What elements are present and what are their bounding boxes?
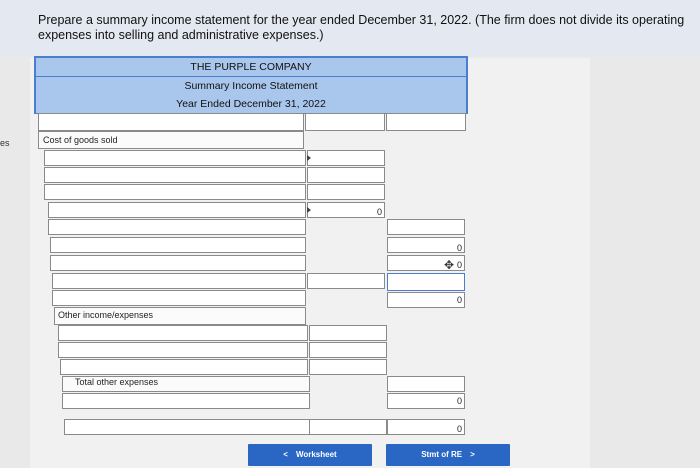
expense-label-input[interactable] [44, 184, 306, 200]
total-value: 0 [456, 260, 462, 270]
dollar-cell [309, 419, 387, 435]
side-label: es [0, 138, 10, 148]
expense-amount-input[interactable] [307, 150, 385, 166]
cogs-label: Cost of goods sold [43, 135, 118, 145]
expense-label-input[interactable] [44, 167, 306, 183]
other-amount-input[interactable] [309, 325, 387, 341]
total-other-amount-input[interactable] [387, 376, 465, 392]
next-stmt-of-re-button[interactable] [386, 444, 510, 466]
expense-label-input[interactable] [50, 255, 306, 271]
expense-amount-input[interactable] [307, 273, 385, 289]
statement-header [34, 56, 468, 114]
row-marker-icon [307, 207, 311, 213]
amount-cell-col3[interactable] [386, 113, 466, 131]
expense-label-input[interactable] [52, 273, 306, 289]
other-label-input[interactable] [58, 342, 308, 358]
chevron-left-icon: < [283, 450, 288, 459]
expense-amount-input[interactable] [307, 184, 385, 200]
move-cursor-icon: ✥ [444, 258, 455, 272]
instructions-text: Prepare a summary income statement for the year ended December 31, 2022. (The firm does not divide its operating expenses into selling and administrative expenses.) [38, 13, 685, 42]
next-button-label: Stmt of RE [421, 450, 463, 459]
other-amount-input[interactable] [309, 342, 387, 358]
other-label-input[interactable] [58, 325, 308, 341]
operating-income-value: 0 [456, 295, 462, 305]
net-income-label-input[interactable] [64, 419, 310, 435]
statement-period: Year Ended December 31, 2022 [36, 95, 466, 113]
other-income-label: Other income/expenses [58, 310, 154, 320]
expense-amount-input[interactable] [307, 167, 385, 183]
expense-label-input[interactable] [44, 150, 306, 166]
expense-label-input[interactable] [48, 219, 306, 235]
instructions-panel [0, 0, 700, 56]
expense-label-input[interactable] [50, 237, 306, 253]
total-other-label: Total other expenses [75, 377, 159, 387]
expense-label-input[interactable] [48, 202, 306, 218]
net-income-value: 0 [456, 424, 462, 434]
prev-button-label: Worksheet [295, 450, 337, 459]
statement-title: Summary Income Statement [36, 77, 466, 95]
other-label-input[interactable] [62, 393, 310, 409]
row-marker-icon [307, 155, 311, 161]
total-amount-input[interactable] [387, 219, 465, 235]
other-label-input[interactable] [60, 359, 308, 375]
subtotal-value: 0 [376, 207, 382, 217]
total-amount-input[interactable] [387, 273, 465, 291]
expense-label-input[interactable] [52, 290, 306, 306]
prev-worksheet-button[interactable] [248, 444, 372, 466]
total-value: 0 [456, 396, 462, 406]
amount-cell-col2[interactable] [305, 113, 385, 131]
chevron-right-icon: > [470, 450, 475, 459]
total-value: 0 [456, 243, 462, 253]
label-cell[interactable] [38, 113, 304, 131]
company-name: THE PURPLE COMPANY [36, 58, 466, 76]
other-amount-input[interactable] [309, 359, 387, 375]
